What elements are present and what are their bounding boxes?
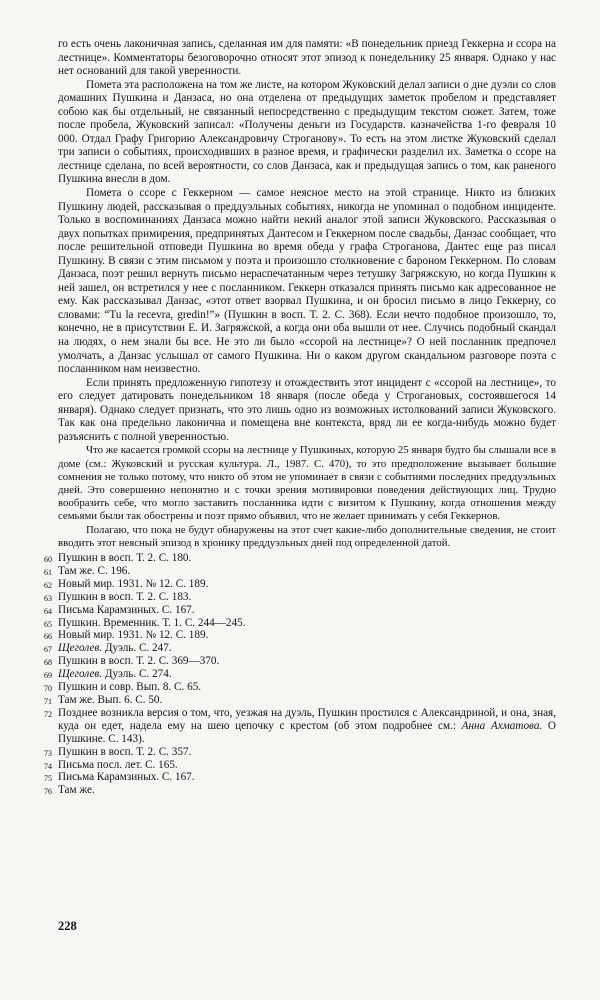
footnote-number: 74 [44, 761, 52, 771]
footnote-text: Пушкин в восп. Т. 2. С. 183. [58, 590, 192, 603]
author-name: Щеголев. [58, 668, 103, 681]
footnote [44, 694, 556, 707]
footnote-text: Новый мир. 1931. № 12. С. 189. [58, 629, 209, 642]
footnote-number: 69 [44, 671, 52, 681]
footnote-text: Письма Карамзиных. С. 167. [58, 603, 195, 616]
paragraph: Полагаю, что пока не будут обнаружены на этот счет какие-либо дополнительные сведения, не стоит вводить этот неясный эпизод в хронику преддуэльных дней под определенной датой. [58, 523, 556, 549]
author-name: Щеголев. [58, 642, 103, 655]
footnote-number: 60 [44, 555, 52, 565]
footnote [44, 642, 556, 655]
footnote [44, 603, 556, 617]
paragraph: Помета о ссоре с Геккерном — самое неясное место на этой странице. Никто из близких Пушкину людей, рассказывая о преддуэльных событиях, никогда не упоминал о подобном инциденте. Только в воспоминаниях Данзаса можно найти некий аналог этой записи Жуковского. Рассказывая о двух попытках примирения, предпринятых Дантесом и Геккерном после свадьбы, Данзас сообщает, что после решительной отповеди Пушкина во время обеда у графа Строганова, Дантес еще раз писал Пушкину. В связи с этим письмом у поэта и произошло столкновение с бароном Геккерном. По словам Данзаса, поэт решил вернуть письмо нераспечатанным через тетушку Загряжскую, но когда Пушкин к ней зашел, он встретился у нее с посланником. Геккерн отказался принять письмо как адресованное не ему. Как рассказывал Данзас, «этот ответ взорвал Пушкина, и он бросил письмо в лицо Геккерну, со словами: “Tu la recevra, gredin!”» (Пушкин в восп. Т. 2. С. 368). Если нечто подобное произошло, то, конечно, не в присутствии Е. И. Загряжской, а когда они оба вышли от нее. Случись подобный скандал на людях, о нем знали бы все. Не это ли было «ссорой на лестнице»? О ней посланник предпочел умолчать, а Данзас услышал от самого Пушкина. Ни о каком другом скандальном разговоре поэта с посланником нам неизвестно. [58, 187, 556, 376]
footnote [44, 552, 556, 565]
footnote-text: Там же. С. 196. [58, 564, 131, 577]
footnote-text: Пушкин и совр. Вып. 8. С. 65. [58, 681, 202, 694]
paragraph: Что же касается громкой ссоры на лестнице у Пушкиных, которую 25 января будто бы слышали все в доме (см.: Жуковский и русская культура. Л., 1987. С. 470), то это предположение вызывает большие сомнения не только потому, что никто об этом не упоминает в связи с событиями последних преддуэльных дней. Это совершенно непонятно и с точки зрения мотивировки поведения действующих лиц. Трудно вообразить себе, что могло заставить посланника идти с визитом к Пушкину, когда отношения между семьями были так обострены и поэт прямо объявил, что не желает принимать у себя Геккернов. [58, 444, 556, 523]
footnote-number: 75 [44, 774, 52, 784]
footnote-text: Пушкин в восп. Т. 2. С. 357. [58, 745, 192, 758]
footnote-number: 73 [44, 748, 52, 758]
footnote-text: Новый мир. 1931. № 12. С. 189. [58, 577, 209, 590]
footnote-text: Там же. Вып. 6. С. 50. [58, 694, 163, 706]
footnote-text [58, 668, 556, 681]
footnote-number: 63 [44, 593, 52, 603]
footnote-number: 62 [44, 580, 52, 590]
footnote-source: Дуэль. С. 247. [102, 642, 172, 655]
footnote [44, 745, 556, 759]
body-text [58, 38, 556, 550]
footnote-text: Пушкин в восп. Т. 2. С. 369—370. [58, 655, 220, 668]
footnote [44, 758, 556, 772]
paragraph: го есть очень лаконичная запись, сделанная им для памяти: «В понедельник приезд Геккерна и ссора на лестнице». Комментаторы безоговорочно относят этот эпизод к понедельнику 25 января. Однако у нас нет оснований для такой уверенности. [58, 38, 556, 78]
footnote-number: 76 [44, 787, 52, 797]
footnote-text: Там же. [58, 784, 95, 797]
footnote-text: Пушкин в восп. Т. 2. С. 180. [58, 552, 192, 565]
footnotes [44, 552, 556, 797]
footnote-number: 65 [44, 619, 52, 629]
footnote [44, 784, 556, 797]
footnote [44, 564, 556, 578]
paragraph: Если принять предложенную гипотезу и отождествить этот инцидент с «ссорой на лестнице», то его следует датировать понедельником 18 января (после обеда у Строгановых, состоявшегося 14 января). Однако следует признать, что это лишь одно из возможных истолкований записи Жуковского. Так как она предельно лаконична и помещена вне контекста, вряд ли ее когда-нибудь можно будет разъяснить с полной уверенностью. [58, 376, 556, 443]
footnote-number: 67 [44, 645, 52, 655]
footnote-source: О Пушкине. С. 143). [58, 719, 556, 745]
footnote-source: Дуэль. С. 274. [102, 668, 172, 681]
footnote [44, 590, 556, 604]
footnote-number: 66 [44, 632, 52, 642]
footnote-number: 70 [44, 684, 52, 694]
footnote [44, 629, 556, 642]
footnote-number: 64 [44, 606, 52, 616]
footnote [44, 681, 556, 694]
footnote-number: 71 [44, 697, 52, 706]
paragraph: Помета эта расположена на том же листе, на котором Жуковский делал записи о дне дуэли со слов домашних Пушкина и Данзаса, но она отделена от предыдущих заметок пробелом и представляет собою как бы отдельный, не связанный непосредственно с предыдущим текстом сюжет. Затем, тоже после пробела, Жуковский записал: «Получены деньги из Государств. казначейства 1-го февраля 10 000. Отдал Графу Григорию Александровичу Строганову». То есть на этом листке Жуковский сделал три записи о событиях, происходивших в разное время, и графически разделил их. Заметка о ссоре на лестнице сделана, по всей вероятности, со слов Данзаса, как и предыдущая запись о том, как раненого Пушкина внесли в дом. [58, 78, 556, 186]
footnote-number: 68 [44, 658, 52, 668]
page-number: 228 [58, 919, 77, 933]
footnote [44, 655, 556, 668]
footnote-text: Пушкин. Временник. Т. 1. С. 244—245. [58, 616, 246, 629]
footnote-text: Письма Карамзиных. С. 167. [58, 771, 195, 784]
footnote-text: Письма посл. лет. С. 165. [58, 758, 178, 771]
footnote-number: 72 [44, 709, 52, 719]
footnote-text [58, 642, 556, 655]
footnote [44, 616, 556, 630]
footnote [44, 577, 556, 591]
footnote-text [58, 707, 556, 746]
footnote-number: 61 [44, 567, 52, 577]
footnote-body: Позднее возникла версия о том, что, уезжая на дуэль, Пушкин простился с Александриной, и она, зная, куда он едет, надела ему на шею цепочку с крестом (об этом подробнее см.: [58, 706, 556, 732]
footnote [44, 706, 556, 746]
footnote [44, 771, 556, 784]
footnote [44, 668, 556, 681]
author-name: Анна Ахматова. [461, 719, 543, 732]
